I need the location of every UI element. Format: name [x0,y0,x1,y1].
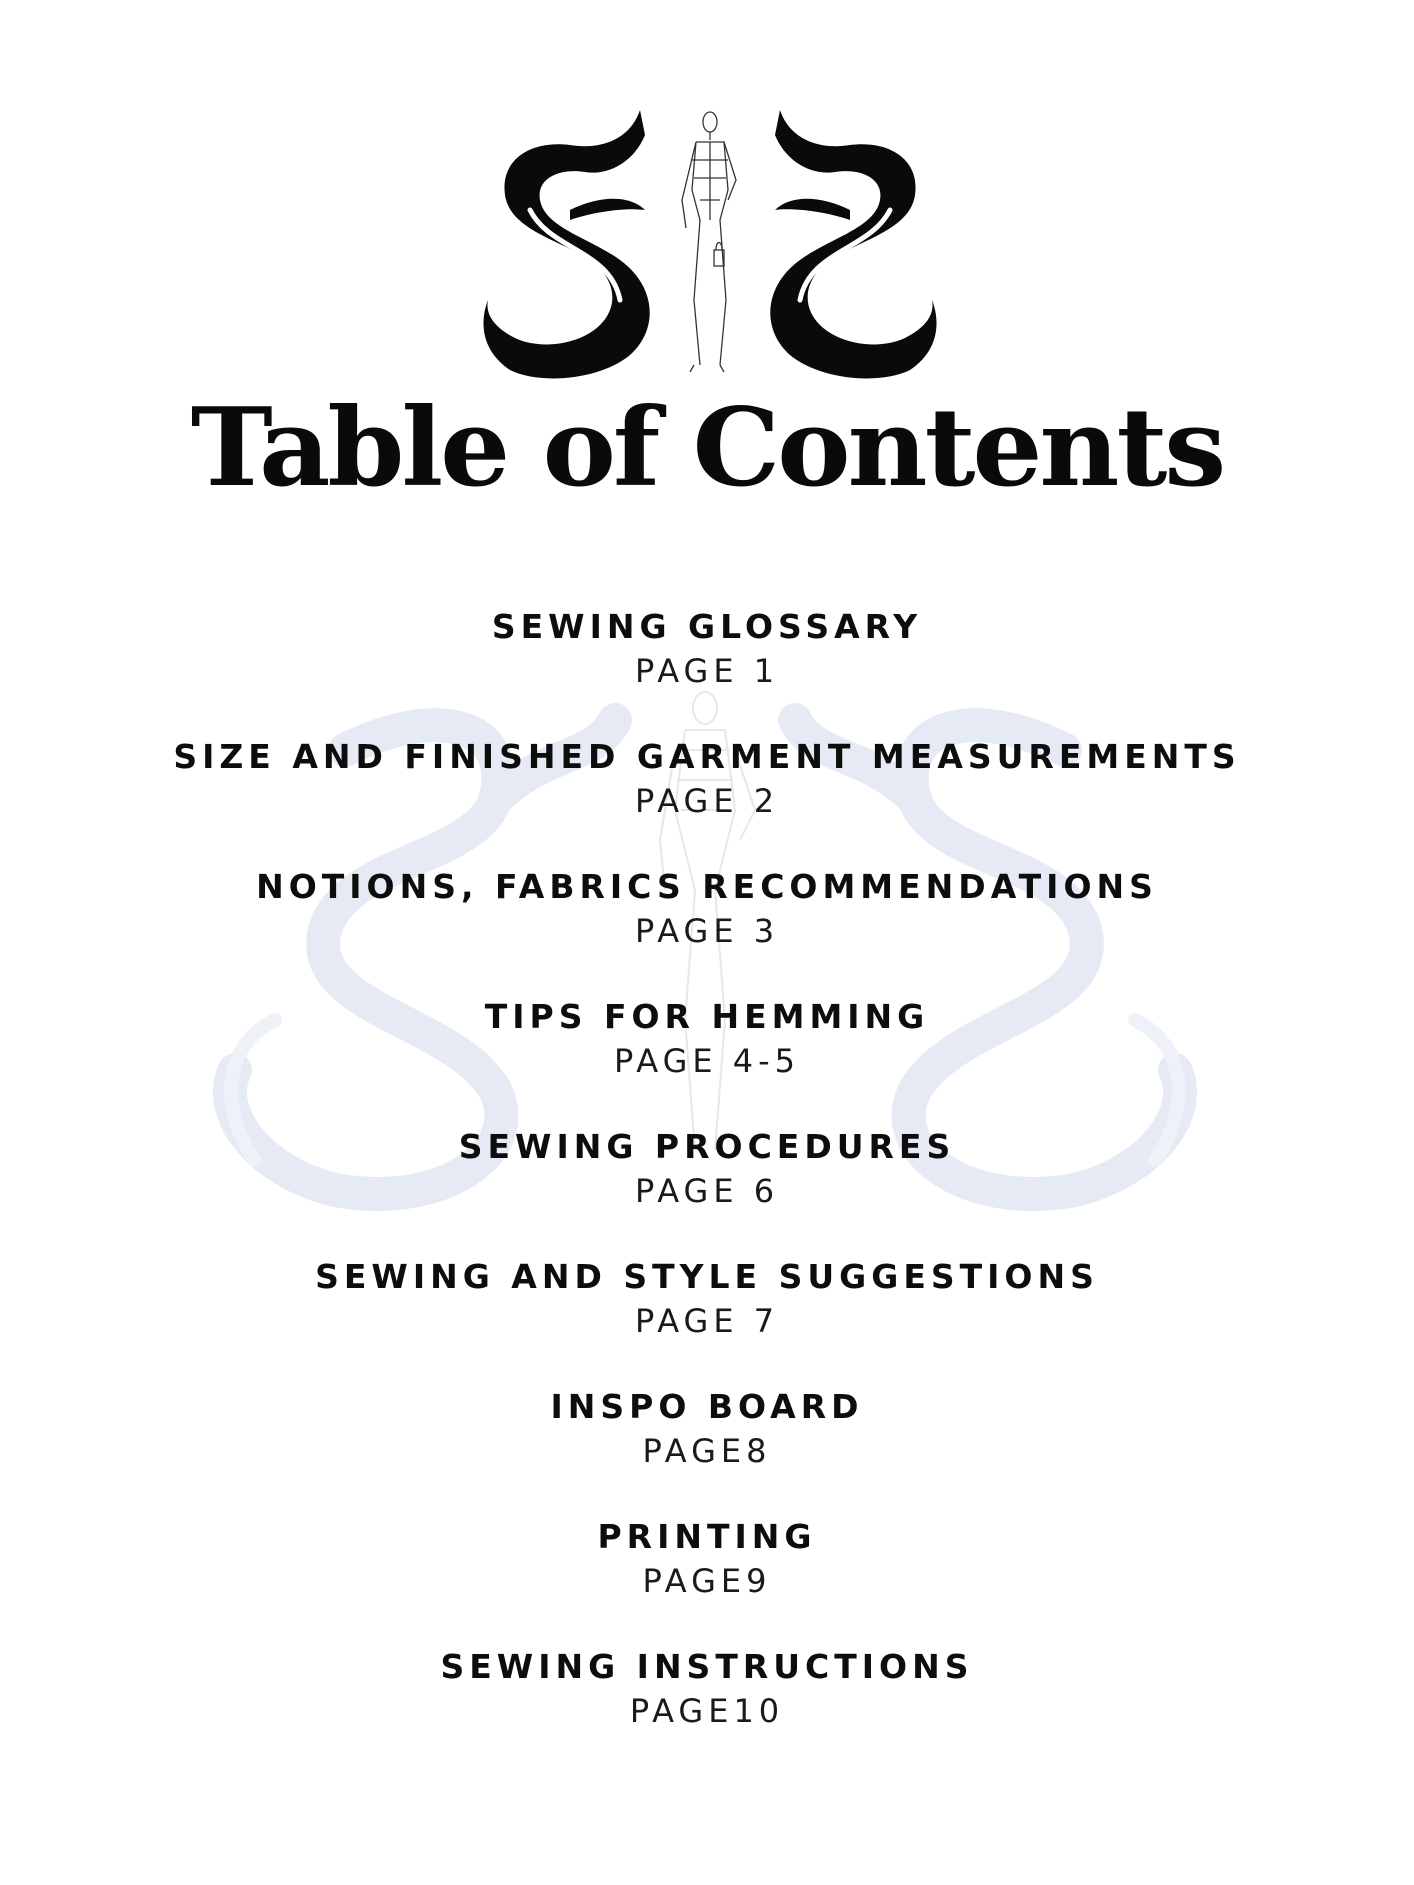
toc-page-number: PAGE10 [629,1692,785,1730]
toc-entry [0,734,1414,864]
toc-heading: INSPO BOARD [550,1387,864,1426]
toc-page-number: PAGE9 [642,1562,772,1600]
toc-page-number: PAGE 4-5 [613,1042,801,1080]
toc-page-number: PAGE 3 [634,912,780,950]
toc-entry [0,864,1414,994]
toc-entry [0,1644,1414,1774]
toc-page-number: PAGE 6 [634,1172,780,1210]
table-of-contents [0,604,1414,1774]
toc-heading: SEWING AND STYLE SUGGESTIONS [315,1257,1099,1296]
page-title: Table of Contents [190,385,1224,511]
toc-entry [0,1384,1414,1514]
toc-page-number: PAGE 1 [634,652,780,690]
toc-entry [0,994,1414,1124]
toc-entry [0,604,1414,734]
toc-page-number: PAGE 2 [634,782,780,820]
toc-heading: SEWING INSTRUCTIONS [440,1647,974,1686]
toc-page-number: PAGE 7 [634,1302,780,1340]
toc-heading: TIPS FOR HEMMING [484,997,930,1036]
toc-heading: SEWING GLOSSARY [491,607,923,646]
toc-heading: SEWING PROCEDURES [458,1127,956,1166]
toc-entry [0,1254,1414,1384]
toc-heading: NOTIONS, FABRICS RECOMMENDATIONS [256,867,1158,906]
toc-heading: PRINTING [597,1517,817,1556]
toc-page-number: PAGE8 [642,1432,772,1470]
toc-heading: SIZE AND FINISHED GARMENT MEASUREMENTS [173,737,1241,776]
ss-monogram-logo-icon [470,100,950,380]
toc-entry [0,1124,1414,1254]
toc-entry [0,1514,1414,1644]
